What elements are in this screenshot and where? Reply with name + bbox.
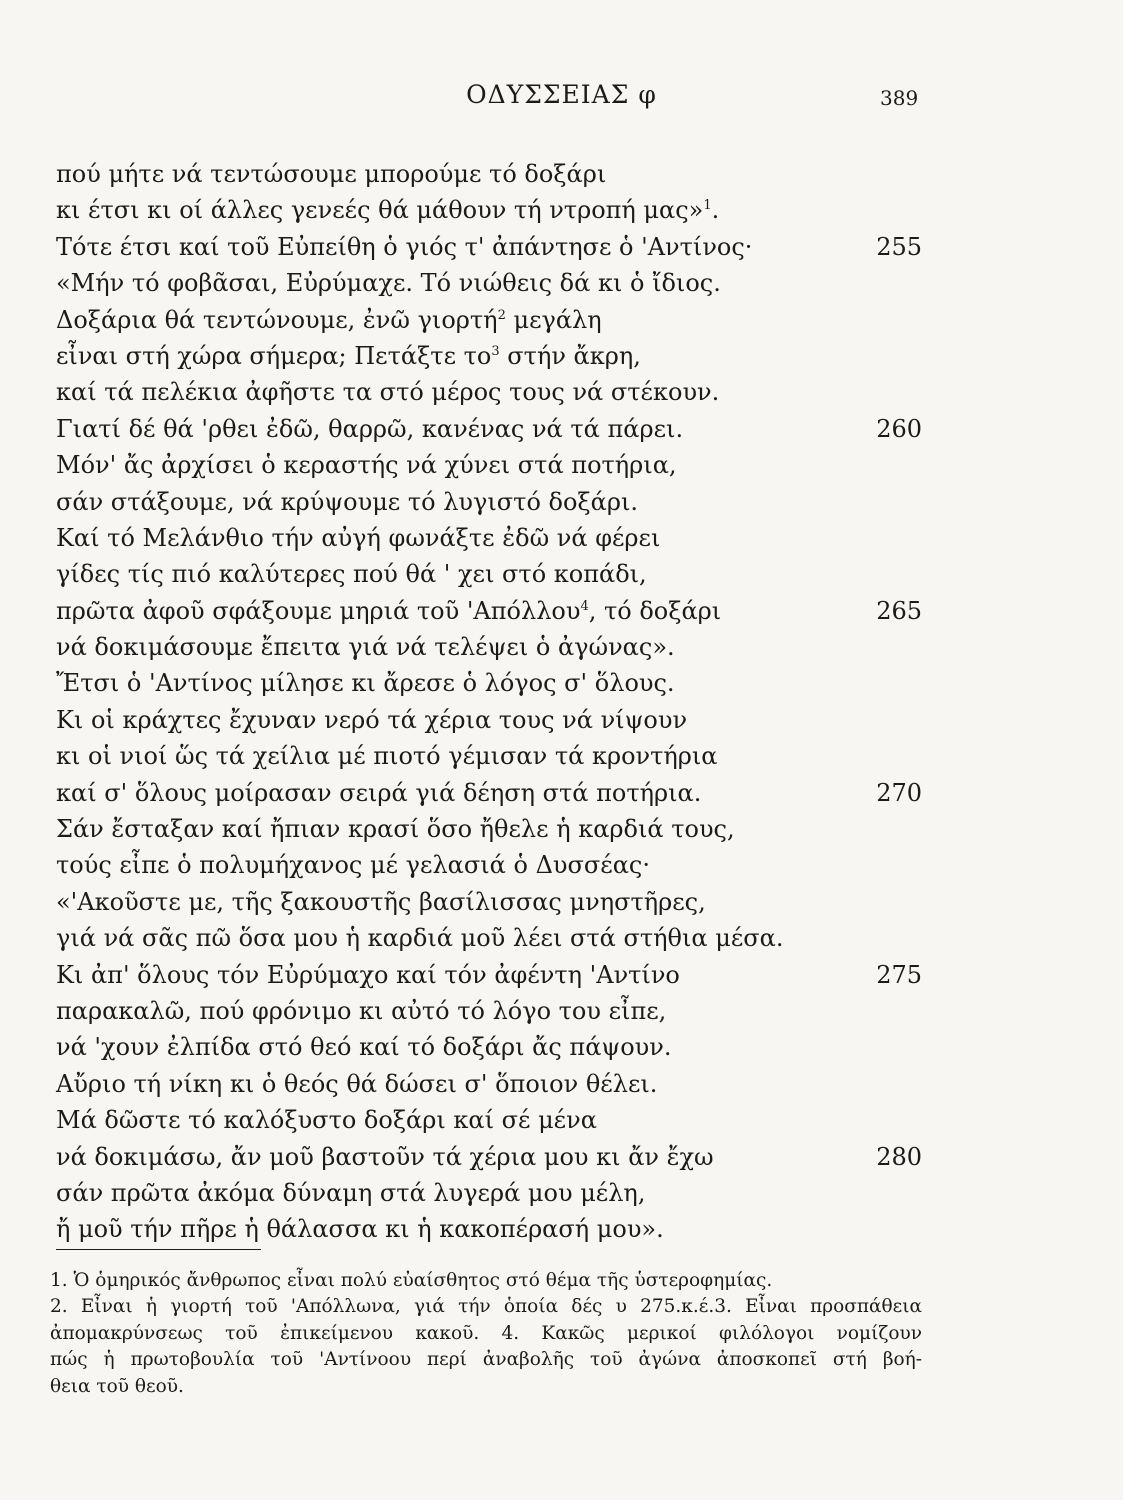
verse-line	[56, 884, 922, 920]
verse-text: γιά νά σᾶς πῶ ὅσα μου ἡ καρδιά μοῦ λέει στά στήθια μέσα.	[56, 924, 784, 953]
verse-line	[56, 192, 922, 228]
line-number: 255	[876, 232, 922, 261]
footnote-line: πώς ἡ πρωτοβουλία τοῦ 'Αντίνοου περί ἀναβολῆς τοῦ ἀγώνα ἀποσκοπεῖ στή βοή-	[50, 1349, 922, 1371]
footnote-divider	[56, 1249, 261, 1250]
verse-line	[56, 302, 922, 338]
verse-line	[56, 1102, 922, 1138]
verse-text: Μά δῶστε τό καλόξυστο δοξάρι καί σέ μένα	[56, 1106, 597, 1135]
verse-text: «Μήν τό φοβᾶσαι, Εὐρύμαχε. Τό νιώθεις δά κι ὁ ἴδιος.	[56, 269, 721, 298]
verse-line	[56, 1066, 922, 1102]
verse-line	[56, 847, 922, 883]
verse-text: Σάν ἔσταξαν καί ἤπιαν κρασί ὅσο ἤθελε ἡ καρδιά τους,	[56, 815, 735, 844]
footnote-marker: 2	[497, 307, 506, 323]
verse-line	[56, 629, 922, 665]
line-number: 265	[876, 596, 922, 625]
page-number: 389	[880, 86, 919, 110]
verse-line	[56, 1211, 922, 1247]
verse-line	[56, 374, 922, 410]
verse-line	[56, 665, 922, 701]
verse-text-continued: στήν ἄκρη,	[499, 341, 641, 370]
verse-text-continued: , τό δοξάρι	[588, 596, 722, 625]
verse-text: νά δοκιμάσουμε ἔπειτα γιά νά τελέψει ὁ ἀγώνας».	[56, 633, 675, 662]
verse-line	[56, 993, 922, 1029]
verse-text: γίδες τίς πιό καλύτερες πού θά ' χει στό κοπάδι,	[56, 560, 647, 589]
footnote-line: ἀπομακρύνσεως τοῦ ἐπικείμενου κακοῦ. 4. Κακῶς μερικοί φιλόλογοι νομίζουν	[50, 1322, 922, 1344]
verse-line	[56, 957, 922, 993]
footnote-line: 1. Ὁ ὁμηρικός ἄνθρωπος εἶναι πολύ εὐαίσθητος στό θέμα τῆς ὑστεροφημίας.	[50, 1270, 773, 1291]
verse-text: Γιατί δέ θά 'ρθει ἐδῶ, θαρρῶ, κανένας νά τά πάρει.	[56, 414, 684, 443]
verse-line	[56, 520, 922, 556]
verse-text: εἶναι στή χώρα σήμερα; Πετάξτε το	[56, 341, 492, 370]
verse-text: νά δοκιμάσω, ἄν μοῦ βαστοῦν τά χέρια μου κι ἄν ἔχω	[56, 1142, 714, 1171]
footnote-line: 2. Εἶναι ἡ γιορτή τοῦ 'Απόλλωνα, γιά τήν ὁποία δές υ 275.κ.έ.3. Εἶναι προσπάθεια	[50, 1296, 922, 1318]
verse-line	[56, 593, 922, 629]
verse-text: τούς εἶπε ὁ πολυμήχανος μέ γελασιά ὁ Δυσσέας·	[56, 851, 650, 880]
footnote-marker: 3	[491, 343, 500, 359]
verse-list	[56, 156, 922, 1248]
verse-line	[56, 447, 922, 483]
verse-line	[56, 411, 922, 447]
verse-line	[56, 920, 922, 956]
verse-text: σάν στάξουμε, νά κρύψουμε τό λυγιστό δοξάρι.	[56, 487, 638, 516]
verse-line	[56, 156, 922, 192]
footnote-marker: 1	[703, 198, 712, 214]
verse-text: καί σ' ὅλους μοίρασαν σειρά γιά δέηση στά ποτήρια.	[56, 778, 702, 807]
verse-line	[56, 1029, 922, 1065]
verse-text: παρακαλῶ, πού φρόνιμο κι αὐτό τό λόγο του εἶπε,	[56, 996, 667, 1025]
verse-text: Αὔριο τή νίκη κι ὁ θεός θά δώσει σ' ὅποιον θέλει.	[56, 1069, 658, 1098]
line-number: 275	[876, 960, 922, 989]
line-number: 260	[876, 414, 922, 443]
verse-text: πρῶτα ἀφοῦ σφάξουμε μηριά τοῦ 'Απόλλου	[56, 596, 581, 625]
verse-text: ἤ μοῦ τήν πῆρε ἡ θάλασσα κι ἡ κακοπέρασή μου».	[56, 1215, 664, 1244]
line-number: 270	[876, 778, 922, 807]
verse-text-continued: .	[711, 196, 720, 225]
verse-line	[56, 702, 922, 738]
verse-text: νά 'χουν ἐλπίδα στό θεό καί τό δοξάρι ἄς πάψουν.	[56, 1033, 672, 1062]
verse-line	[56, 265, 922, 301]
footnotes	[50, 1268, 922, 1400]
running-header-title: ΟΔΥΣΣΕΙΑΣ φ	[466, 80, 657, 109]
verse-line	[56, 229, 922, 265]
verse-line	[56, 1139, 922, 1175]
verse-text: Τότε έτσι καί τοῦ Εὐπείθη ὁ γιός τ' ἀπάντησε ὁ 'Αντίνος·	[56, 232, 753, 261]
verse-line	[56, 738, 922, 774]
footnote-line: θεια τοῦ θεοῦ.	[50, 1375, 184, 1397]
verse-line	[56, 775, 922, 811]
verse-line	[56, 338, 922, 374]
verse-line	[56, 484, 922, 520]
verse-text: Κι ἀπ' ὅλους τόν Εὐρύμαχο καί τόν ἀφέντη 'Αντίνο	[56, 960, 680, 989]
verse-line	[56, 811, 922, 847]
footnote-marker: 4	[580, 598, 589, 614]
verse-text: Δοξάρια θά τεντώνουμε, ἐνῶ γιορτή	[56, 305, 498, 334]
verse-text: πού μήτε νά τεντώσουμε μπορούμε τό δοξάρι	[56, 160, 607, 188]
verse-text: κι οἱ νιοί ὥς τά χείλια μέ πιοτό γέμισαν τά κροντήρια	[56, 742, 718, 771]
verse-text: «'Ακοῦστε με, τῆς ξακουστῆς βασίλισσας μνηστῆρες,	[56, 887, 706, 916]
verse-text-continued: μεγάλη	[505, 305, 602, 334]
verse-text: Καί τό Μελάνθιο τήν αὐγή φωνάξτε ἐδῶ νά φέρει	[56, 523, 661, 552]
verse-text: Κι οἱ κράχτες ἔχυναν νερό τά χέρια τους νά νίψουν	[56, 705, 688, 734]
line-number: 280	[876, 1142, 922, 1171]
verse-text: Μόν' ἄς ἀρχίσει ὁ κεραστής νά χύνει στά ποτήρια,	[56, 451, 677, 480]
verse-text: σάν πρῶτα ἀκόμα δύναμη στά λυγερά μου μέλη,	[56, 1178, 646, 1207]
verse-text: καί τά πελέκια ἀφῆστε τα στό μέρος τους νά στέκουν.	[56, 378, 720, 407]
verse-line	[56, 1175, 922, 1211]
verse-line	[56, 556, 922, 592]
verse-text: Ἔτσι ὁ 'Αντίνος μίλησε κι ἄρεσε ὁ λόγος σ' ὅλους.	[56, 669, 675, 698]
verse-text: κι έτσι κι οί άλλες γενεές θά μάθουν τή ντροπή μας»	[56, 196, 704, 225]
